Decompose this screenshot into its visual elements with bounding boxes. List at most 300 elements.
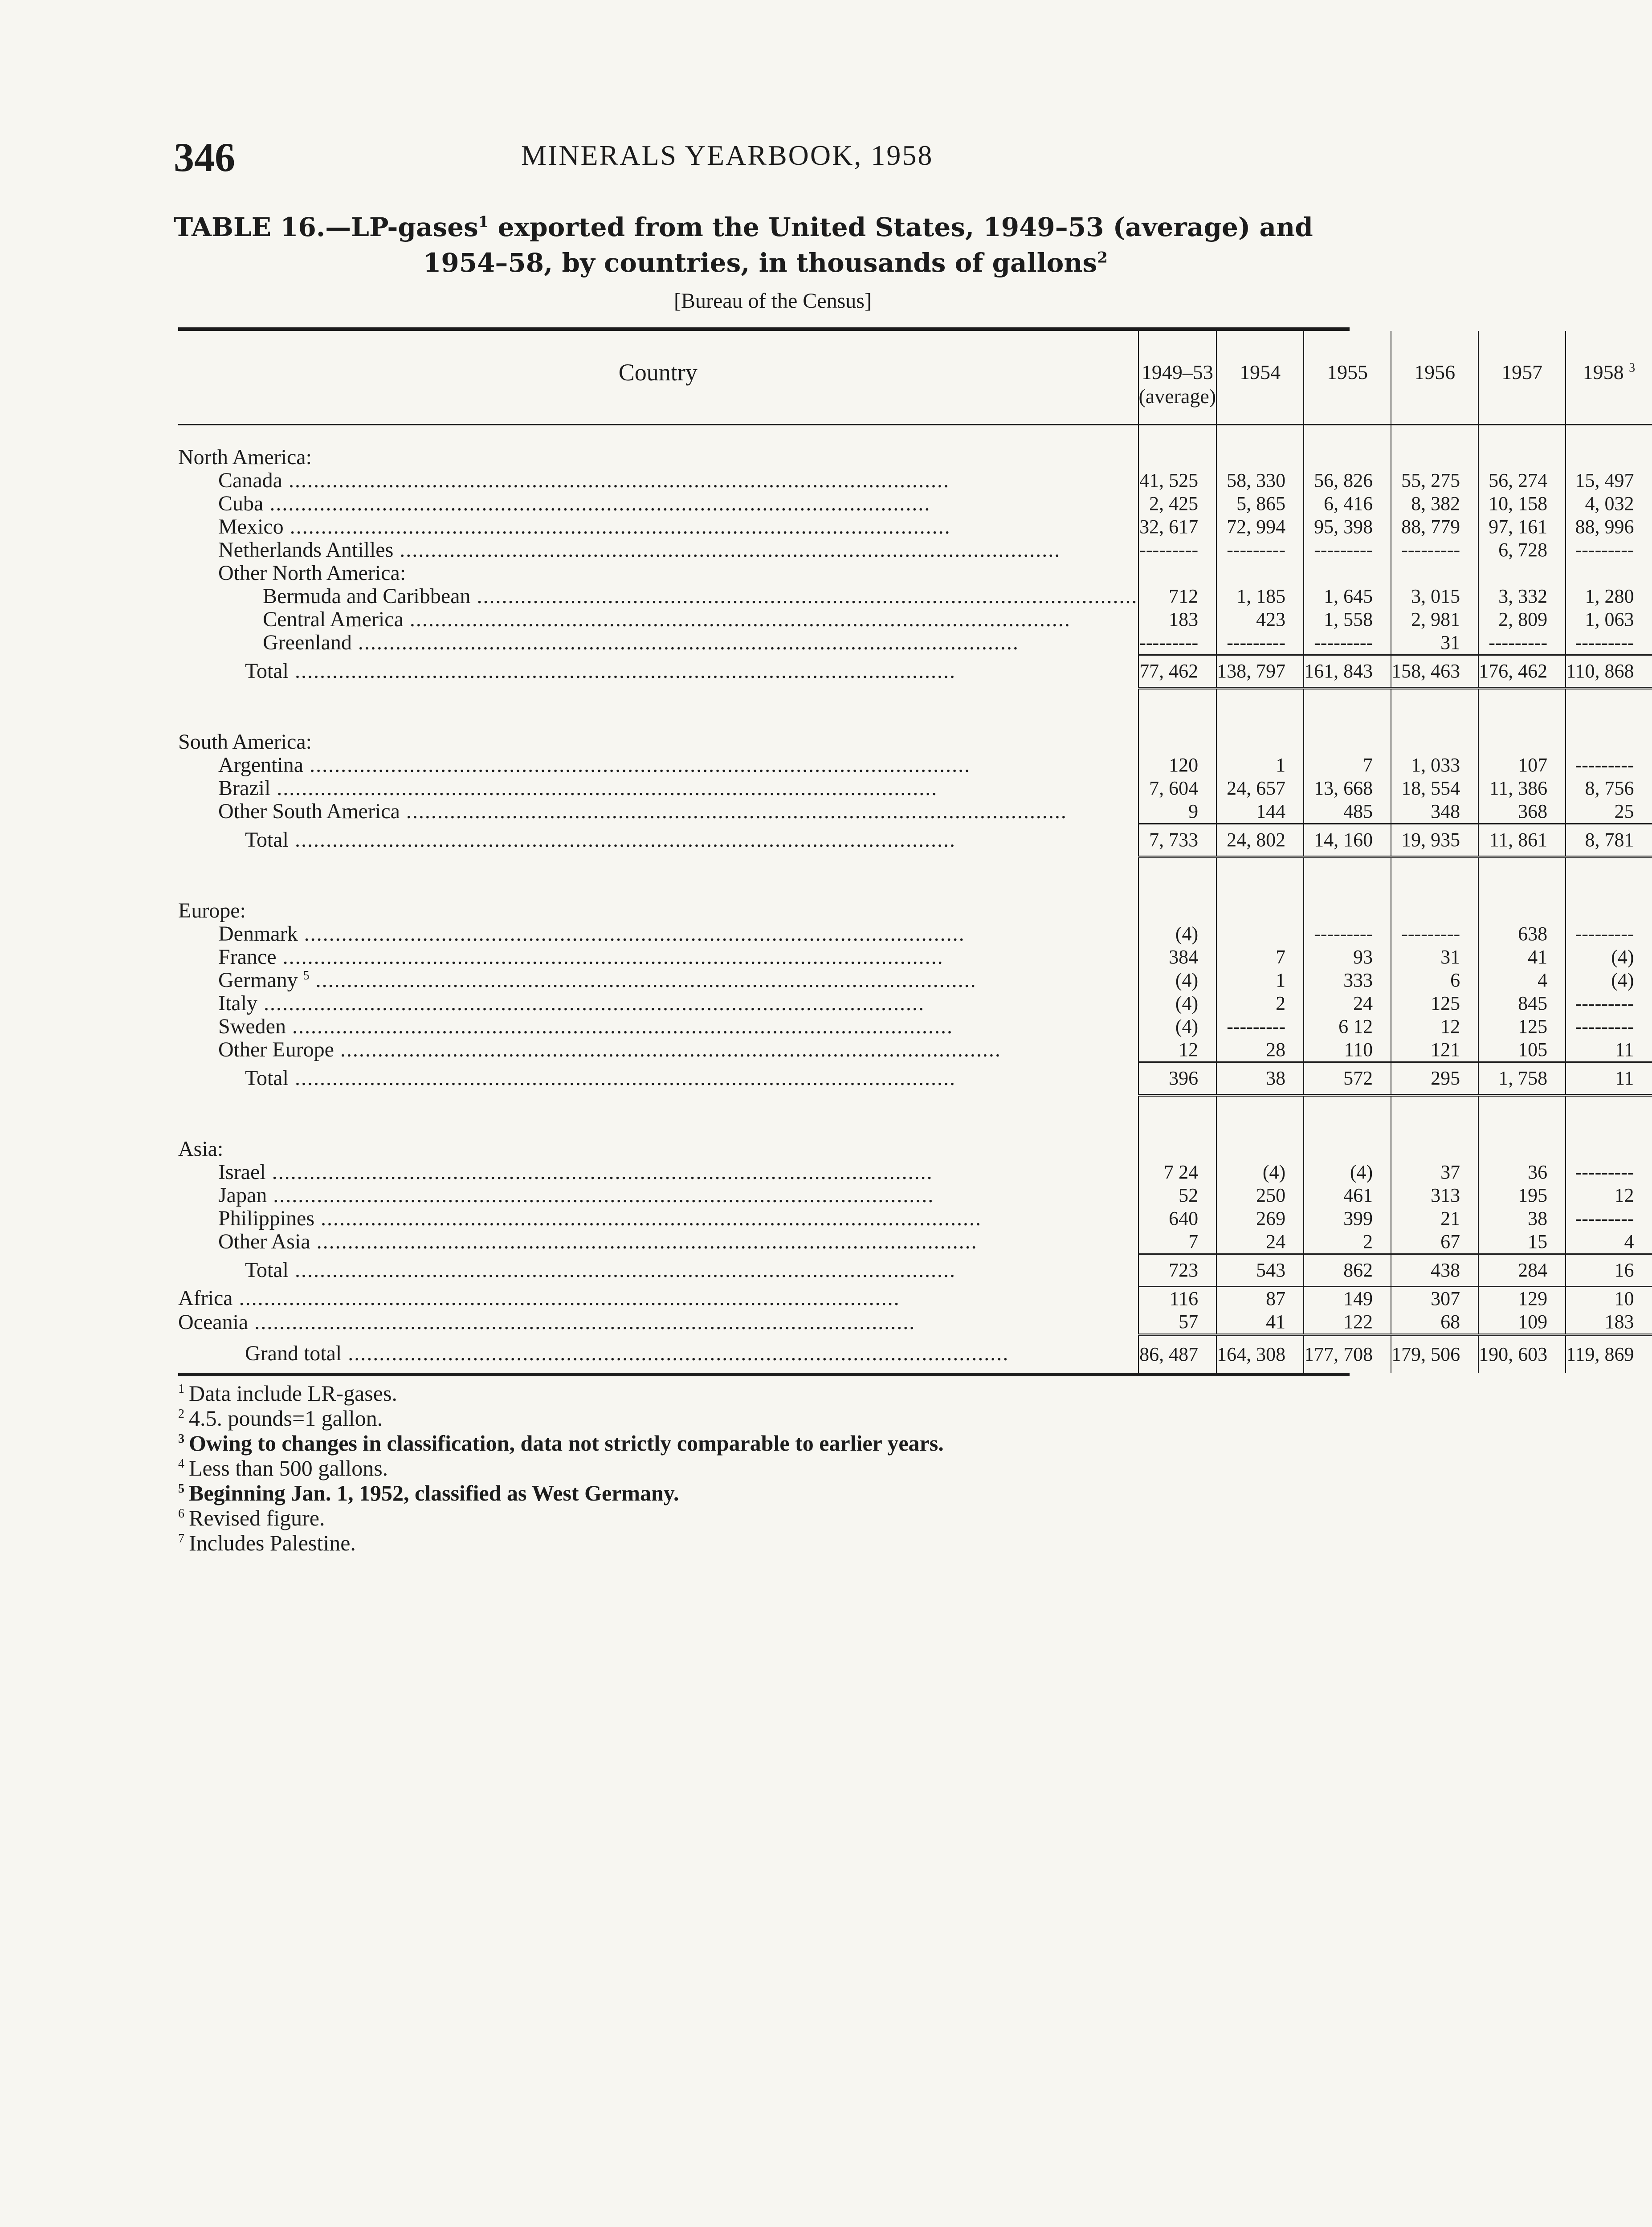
column-header-year (1138, 331, 1217, 424)
value-cell (1216, 446, 1304, 469)
value-cell: 176, 462 (1478, 655, 1566, 688)
value-cell: 3, 332 (1478, 585, 1566, 608)
value-cell: 15 (1478, 1230, 1566, 1254)
value-cell: --------- (1566, 1161, 1652, 1184)
value-cell: 55, 275 (1391, 469, 1478, 492)
spacer-cell (1216, 1095, 1304, 1117)
spacer-cell (1216, 424, 1304, 446)
value-cell: 38 (1478, 1207, 1566, 1230)
value-cell: 24 (1216, 1230, 1304, 1254)
value-cell: 58, 330 (1216, 469, 1304, 492)
column-header-label: 1954 (1240, 361, 1281, 383)
value-cell: 18, 554 (1391, 777, 1478, 800)
spacer-cell (1478, 424, 1566, 446)
value-cell: 14, 160 (1304, 824, 1391, 857)
row-label-footnote-mark: 5 (303, 968, 310, 983)
spacer-row (178, 879, 1652, 899)
value-cell: 6 12 (1304, 1015, 1391, 1038)
value-cell: 543 (1216, 1254, 1304, 1286)
row-label-text: Other Asia (218, 1230, 310, 1254)
spacer-cell (178, 1117, 1138, 1138)
value-cell: 438 (1391, 1254, 1478, 1286)
spacer-cell (1566, 424, 1652, 446)
row-label-text: Total (245, 828, 289, 852)
value-cell: 144 (1216, 800, 1304, 824)
row-label-text: Asia: (178, 1137, 224, 1161)
value-cell: --------- (1304, 631, 1391, 655)
value-cell: 72, 994 (1216, 515, 1304, 538)
table-row (178, 992, 1652, 1015)
value-cell: 1, 185 (1216, 585, 1304, 608)
value-cell: 32, 617 (1138, 515, 1217, 538)
footnote (178, 1481, 1358, 1505)
table-row (178, 754, 1652, 777)
value-cell (1478, 446, 1566, 469)
footnote-text: Owing to changes in classification, data not strictly comparable to earlier years. (189, 1431, 944, 1456)
row-label-text: Europe: (178, 898, 246, 922)
spacer-cell (178, 424, 1138, 446)
footnote (178, 1505, 1358, 1530)
spacer-row (178, 688, 1652, 710)
value-cell: 86, 487 (1138, 1335, 1217, 1373)
value-cell: 52 (1138, 1184, 1217, 1207)
value-cell: 177, 708 (1304, 1335, 1391, 1373)
value-cell: (4) (1566, 969, 1652, 992)
value-cell: 572 (1304, 1062, 1391, 1095)
value-cell: 284 (1478, 1254, 1566, 1286)
dot-leader (334, 1038, 1001, 1061)
value-cell: 1, 033 (1391, 754, 1478, 777)
spacer-row (178, 1117, 1652, 1138)
title-suffix: exported from the United States, 1949–53 (average) and (489, 212, 1313, 242)
table-row (178, 969, 1652, 992)
value-cell: 12 (1391, 1015, 1478, 1038)
value-cell: 384 (1138, 946, 1217, 969)
value-cell: (4) (1304, 1161, 1391, 1184)
table-row (178, 1038, 1652, 1062)
value-cell: 161, 843 (1304, 655, 1391, 688)
page-header (174, 134, 1354, 187)
value-cell: 16 (1566, 1254, 1652, 1286)
spacer-cell (1478, 879, 1566, 899)
table-header-row (178, 331, 1652, 424)
title-footnote-mark: 1 (478, 213, 489, 231)
dot-leader (248, 1310, 915, 1334)
value-cell (1138, 730, 1217, 754)
group-label (178, 446, 1138, 469)
value-cell: 1, 063 (1566, 608, 1652, 631)
value-cell (1216, 730, 1304, 754)
value-cell: 190, 603 (1478, 1335, 1566, 1373)
value-cell: 348 (1391, 800, 1478, 824)
dot-leader (393, 538, 1061, 562)
row-label-text: Greenland (263, 631, 352, 655)
spacer-cell (1138, 688, 1217, 710)
title-prefix: TABLE 16.—LP-gases (174, 212, 478, 242)
value-cell: 8, 781 (1566, 824, 1652, 857)
value-cell: 105 (1478, 1038, 1566, 1062)
table-title-line-2 (174, 245, 1354, 281)
spacer-cell (1304, 1095, 1391, 1117)
footnote (178, 1406, 1358, 1431)
country-label (178, 1207, 1138, 1230)
spacer-cell (1216, 879, 1304, 899)
country-label (178, 969, 1138, 992)
value-cell: 269 (1216, 1207, 1304, 1230)
value-cell (1138, 446, 1217, 469)
dot-leader (270, 776, 938, 800)
table-row (178, 946, 1652, 969)
table-row (178, 585, 1652, 608)
value-cell: 21 (1391, 1207, 1478, 1230)
row-label-text: Netherlands Antilles (218, 538, 394, 562)
value-cell: 15, 497 (1566, 469, 1652, 492)
row-label-text: Total (245, 659, 289, 683)
spacer-cell (1478, 857, 1566, 879)
footnote-text: Beginning Jan. 1, 1952, classified as West Germany. (189, 1481, 679, 1505)
table-group-row (178, 1138, 1652, 1161)
value-cell: 119, 869 (1566, 1335, 1652, 1373)
value-cell (1478, 1138, 1566, 1161)
value-cell (1478, 730, 1566, 754)
country-label (178, 1015, 1138, 1038)
spacer-cell (1216, 710, 1304, 730)
country-label (178, 562, 1138, 585)
table-row (178, 1015, 1652, 1038)
value-cell: 1 (1216, 754, 1304, 777)
country-label (178, 992, 1138, 1015)
value-cell (1304, 730, 1391, 754)
value-cell: 93 (1304, 946, 1391, 969)
spacer-cell (1304, 424, 1391, 446)
footnotes (178, 1381, 1358, 1555)
value-cell: --------- (1566, 1207, 1652, 1230)
value-cell: --------- (1216, 631, 1304, 655)
footnote-mark: 3 (178, 1432, 184, 1446)
row-label-text: Italy (218, 991, 257, 1015)
value-cell: 4, 032 (1566, 492, 1652, 515)
spacer-cell (1304, 879, 1391, 899)
country-label (178, 1230, 1138, 1254)
value-cell: --------- (1566, 538, 1652, 562)
total-label (178, 655, 1138, 688)
value-cell (1216, 899, 1304, 922)
value-cell: 116 (1138, 1286, 1217, 1310)
row-label-text: Total (245, 1066, 289, 1090)
column-header-country (178, 331, 1138, 424)
spacer-cell (1478, 688, 1566, 710)
value-cell: 158, 463 (1391, 655, 1478, 688)
spacer-cell (1304, 1117, 1391, 1138)
total-label (178, 1254, 1138, 1286)
value-cell: --------- (1138, 538, 1217, 562)
table-row (178, 777, 1652, 800)
column-header-year (1216, 331, 1304, 424)
source-note: [Bureau of the Census] (674, 289, 872, 313)
value-cell: 138, 797 (1216, 655, 1304, 688)
value-cell: --------- (1566, 754, 1652, 777)
total-label (178, 1062, 1138, 1095)
dot-leader (233, 1286, 900, 1310)
table-row (178, 538, 1652, 562)
dot-leader (284, 515, 951, 538)
export-table (178, 327, 1636, 1376)
row-label-text: Germany (218, 968, 298, 992)
spacer-cell (1138, 1095, 1217, 1117)
value-cell: 6, 728 (1478, 538, 1566, 562)
value-cell: 10, 158 (1478, 492, 1566, 515)
table-row (178, 1230, 1652, 1254)
table-row (178, 515, 1652, 538)
row-label-text: Other Europe (218, 1038, 334, 1062)
value-cell: 125 (1478, 1015, 1566, 1038)
grand-total-label (178, 1335, 1138, 1373)
value-cell: 2 (1216, 992, 1304, 1015)
title-line-2-text: 1954–58, by countries, in thousands of gallons (423, 248, 1097, 278)
row-label-text: Canada (218, 468, 282, 492)
value-cell: 8, 382 (1391, 492, 1478, 515)
group-label (178, 730, 1138, 754)
value-cell: 195 (1478, 1184, 1566, 1207)
table-row (178, 631, 1652, 655)
spacer-cell (1304, 688, 1391, 710)
table-row (178, 492, 1652, 515)
table-group-row (178, 446, 1652, 469)
spacer-cell (1566, 879, 1652, 899)
table-total-row (178, 655, 1652, 688)
value-cell: --------- (1216, 1015, 1304, 1038)
value-cell: 723 (1138, 1254, 1217, 1286)
row-label-text: Oceania (178, 1310, 249, 1334)
country-label (178, 922, 1138, 946)
dot-leader (267, 1183, 934, 1207)
spacer-cell (1304, 710, 1391, 730)
value-cell: (4) (1138, 992, 1217, 1015)
footnote-mark: 5 (178, 1482, 184, 1496)
country-label (178, 492, 1138, 515)
row-label-text: Denmark (218, 922, 298, 946)
row-label-text: North America: (178, 445, 312, 469)
footnote-mark: 6 (178, 1507, 184, 1521)
value-cell: 56, 274 (1478, 469, 1566, 492)
column-header-label: 1955 (1327, 361, 1368, 383)
value-cell: 1, 558 (1304, 608, 1391, 631)
value-cell: 31 (1391, 946, 1478, 969)
value-cell: 41 (1216, 1310, 1304, 1335)
value-cell: 333 (1304, 969, 1391, 992)
value-cell: 862 (1304, 1254, 1391, 1286)
value-cell (1391, 562, 1478, 585)
data-table (178, 331, 1652, 1373)
value-cell: 87 (1216, 1286, 1304, 1310)
value-cell: 41, 525 (1138, 469, 1217, 492)
value-cell (1304, 562, 1391, 585)
value-cell: 6, 416 (1304, 492, 1391, 515)
value-cell: 25 (1566, 800, 1652, 824)
spacer-cell (1391, 1117, 1478, 1138)
value-cell: --------- (1304, 538, 1391, 562)
row-label-text: Central America (263, 607, 404, 631)
country-label (178, 538, 1138, 562)
row-label-text: Mexico (218, 514, 284, 538)
value-cell: 56, 826 (1304, 469, 1391, 492)
table-title (174, 209, 1354, 313)
row-label-text: Grand total (245, 1342, 342, 1365)
dot-leader (277, 945, 944, 969)
value-cell: 2, 981 (1391, 608, 1478, 631)
value-cell: 88, 779 (1391, 515, 1478, 538)
value-cell: 109 (1478, 1310, 1566, 1335)
value-cell: 295 (1391, 1062, 1478, 1095)
value-cell (1478, 562, 1566, 585)
dot-leader (266, 1160, 933, 1184)
footnote-text: 4.5. pounds=1 gallon. (189, 1406, 383, 1431)
value-cell (1138, 562, 1217, 585)
value-cell: 38 (1216, 1062, 1304, 1095)
country-label (178, 1184, 1138, 1207)
value-cell: 7, 733 (1138, 824, 1217, 857)
value-cell (1216, 922, 1304, 946)
value-cell: 19, 935 (1391, 824, 1478, 857)
dot-leader (289, 659, 956, 683)
table-body (178, 424, 1652, 1373)
value-cell: 36 (1478, 1161, 1566, 1184)
value-cell: 1, 280 (1566, 585, 1652, 608)
value-cell: --------- (1304, 922, 1391, 946)
row-label-text: France (218, 945, 277, 969)
value-cell: (4) (1566, 946, 1652, 969)
value-cell (1216, 562, 1304, 585)
value-cell: 37 (1391, 1161, 1478, 1184)
value-cell: 7, 604 (1138, 777, 1217, 800)
value-cell: --------- (1478, 631, 1566, 655)
spacer-cell (1391, 879, 1478, 899)
value-cell: --------- (1566, 922, 1652, 946)
value-cell: 57 (1138, 1310, 1217, 1335)
value-cell: 24 (1304, 992, 1391, 1015)
spacer-cell (1391, 857, 1478, 879)
value-cell: 307 (1391, 1286, 1478, 1310)
spacer-cell (178, 710, 1138, 730)
value-cell: 368 (1478, 800, 1566, 824)
country-label (178, 1310, 1138, 1335)
footnote (178, 1381, 1358, 1406)
table-title-line-1 (174, 209, 1354, 245)
value-cell: 396 (1138, 1062, 1217, 1095)
country-label (178, 608, 1138, 631)
table-row (178, 1207, 1652, 1230)
footnote-text: Revised figure. (189, 1505, 325, 1530)
value-cell: 122 (1304, 1310, 1391, 1335)
value-cell: 1 (1216, 969, 1304, 992)
spacer-cell (1566, 688, 1652, 710)
value-cell: 423 (1216, 608, 1304, 631)
value-cell: 10 (1566, 1286, 1652, 1310)
value-cell: 250 (1216, 1184, 1304, 1207)
column-header-label: 1956 (1414, 361, 1456, 383)
group-label (178, 1138, 1138, 1161)
value-cell: 1, 758 (1478, 1062, 1566, 1095)
spacer-row (178, 857, 1652, 879)
row-label-text: Africa (178, 1286, 233, 1310)
value-cell: 67 (1391, 1230, 1478, 1254)
value-cell: 12 (1566, 1184, 1652, 1207)
footnote-text: Includes Palestine. (189, 1530, 356, 1555)
row-label-text: Total (245, 1258, 289, 1282)
value-cell: 12 (1138, 1038, 1217, 1062)
value-cell (1566, 1138, 1652, 1161)
value-cell: 4 (1566, 1230, 1652, 1254)
dot-leader (289, 1258, 956, 1282)
spacer-cell (1216, 1117, 1304, 1138)
value-cell: 125 (1391, 992, 1478, 1015)
country-label (178, 800, 1138, 824)
dot-leader (289, 828, 956, 852)
table-row (178, 800, 1652, 824)
dot-leader (400, 799, 1067, 823)
value-cell (1138, 899, 1217, 922)
value-cell: 6 (1391, 969, 1478, 992)
table-row (178, 469, 1652, 492)
spacer-cell (1304, 857, 1391, 879)
value-cell: 88, 996 (1566, 515, 1652, 538)
value-cell: 7 (1138, 1230, 1217, 1254)
spacer-row (178, 424, 1652, 446)
value-cell: 2 (1304, 1230, 1391, 1254)
footnote-text: Data include LR-gases. (189, 1381, 397, 1406)
value-cell (1391, 899, 1478, 922)
value-cell: 11, 861 (1478, 824, 1566, 857)
value-cell: --------- (1391, 538, 1478, 562)
country-label (178, 1161, 1138, 1184)
country-label (178, 1038, 1138, 1062)
value-cell: 28 (1216, 1038, 1304, 1062)
value-cell (1304, 1138, 1391, 1161)
dot-leader (352, 631, 1019, 654)
footnote-mark: 2 (178, 1407, 184, 1421)
value-cell: 3, 015 (1391, 585, 1478, 608)
table-row (178, 1161, 1652, 1184)
value-cell: 313 (1391, 1184, 1478, 1207)
value-cell: 11 (1566, 1038, 1652, 1062)
value-cell: (4) (1138, 969, 1217, 992)
value-cell: 2, 425 (1138, 492, 1217, 515)
country-label (178, 631, 1138, 655)
spacer-cell (1391, 424, 1478, 446)
table-row (178, 608, 1652, 631)
value-cell: 110, 868 (1566, 655, 1652, 688)
spacer-cell (1391, 1095, 1478, 1117)
value-cell: (4) (1138, 922, 1217, 946)
value-cell (1566, 562, 1652, 585)
value-cell (1304, 446, 1391, 469)
value-cell (1304, 899, 1391, 922)
value-cell: 461 (1304, 1184, 1391, 1207)
table-row (178, 1310, 1652, 1335)
spacer-cell (178, 879, 1138, 899)
value-cell: 7 24 (1138, 1161, 1217, 1184)
column-header-year (1566, 331, 1652, 424)
row-label-text: Bermuda and Caribbean (263, 584, 471, 608)
row-label-text: Philippines (218, 1206, 315, 1230)
value-cell: 2, 809 (1478, 608, 1566, 631)
value-cell (1216, 1138, 1304, 1161)
value-cell: 845 (1478, 992, 1566, 1015)
value-cell: 149 (1304, 1286, 1391, 1310)
footnote-text: Less than 500 gallons. (189, 1456, 388, 1481)
value-cell: 4 (1478, 969, 1566, 992)
total-label (178, 824, 1138, 857)
